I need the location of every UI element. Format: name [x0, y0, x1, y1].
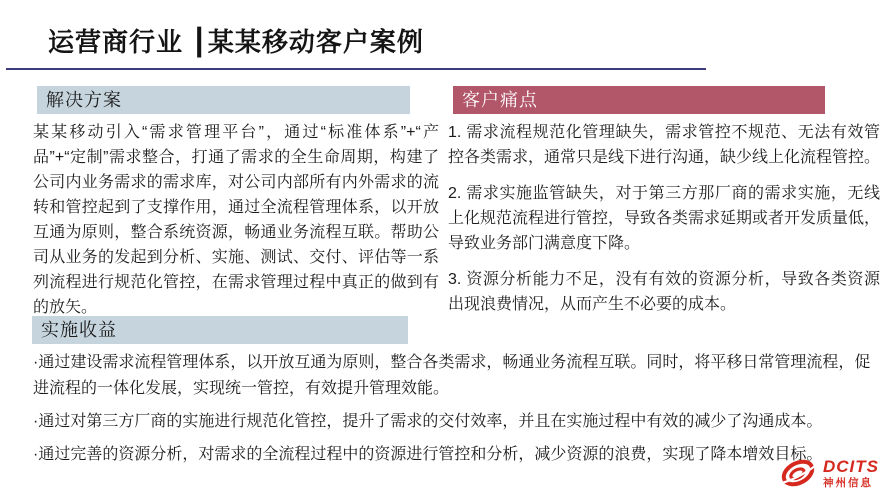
benefit-item: ·通过对第三方厂商的实施进行规范化管控，提升了需求的交付效率，并且在实施过程中有效的减少了沟通成本。: [33, 413, 823, 430]
benefits-section-title: 实施收益: [41, 320, 117, 340]
benefits-section-header-bar: [32, 316, 408, 344]
logo-brand-name: DCITS: [823, 456, 879, 476]
pain-points-section-title: 客户痛点: [462, 90, 538, 110]
logo-company-name: 神州信息: [823, 476, 873, 489]
dcits-logo: [778, 456, 879, 490]
logo-text-block: [823, 458, 879, 489]
solution-section-title: 解决方案: [46, 90, 122, 110]
pain-point-item: 1. 需求流程规范化管理缺失，需求管控不规范、无法有效管控各类需求，通常只是线下进行沟通，缺少线上化流程管控。: [448, 124, 881, 166]
page-title: 运营商行业 ┃某某移动客户案例: [48, 27, 424, 57]
pain-points-section-header-bar: [453, 86, 825, 114]
pain-point-item: 3. 资源分析能力不足，没有有效的资源分析，导致各类资源出现浪费情况，从而产生不必要的成本。: [448, 271, 880, 313]
benefits-list: [33, 350, 881, 475]
solution-section-header-bar: [37, 86, 410, 114]
solution-body-text: 某某移动引入“需求管理平台”，通过“标准体系”+“产品”+“定制”需求整合，打通了需求的全生命周期，构建了公司内业务需求的需求库，对公司内部所有内外需求的流转和管控起到了支撑作用，通过全流程管理体系，以开放互通为原则，整合系统资源，畅通业务流程互联。帮助公司从业务的发起到分析、实施、测试、交付、评估等一系列流程进行规范化管控，在需求管理过程中真正的做到有的放矢。: [33, 124, 439, 316]
pain-points-list: [448, 120, 880, 328]
benefit-item: ·通过完善的资源分析，对需求的全流程过程中的资源进行管控和分析，减少资源的浪费，实现了降本增效目标。: [33, 446, 823, 463]
pain-point-item: 2. 需求实施监管缺失，对于第三方那厂商的需求实施，无线上化规范流程进行管控，导致各类需求延期或者开发质量低，导致业务部门满意度下降。: [448, 185, 881, 252]
dcits-swirl-icon: [778, 456, 818, 490]
benefit-item: ·通过建设需求流程管理体系，以开放互通为原则，整合各类需求，畅通业务流程互联。同时，将平移日常管理流程，促进流程的一体化发展，实现统一管控，有效提升管理效能。: [33, 354, 871, 397]
title-underline-rule: [6, 68, 706, 70]
